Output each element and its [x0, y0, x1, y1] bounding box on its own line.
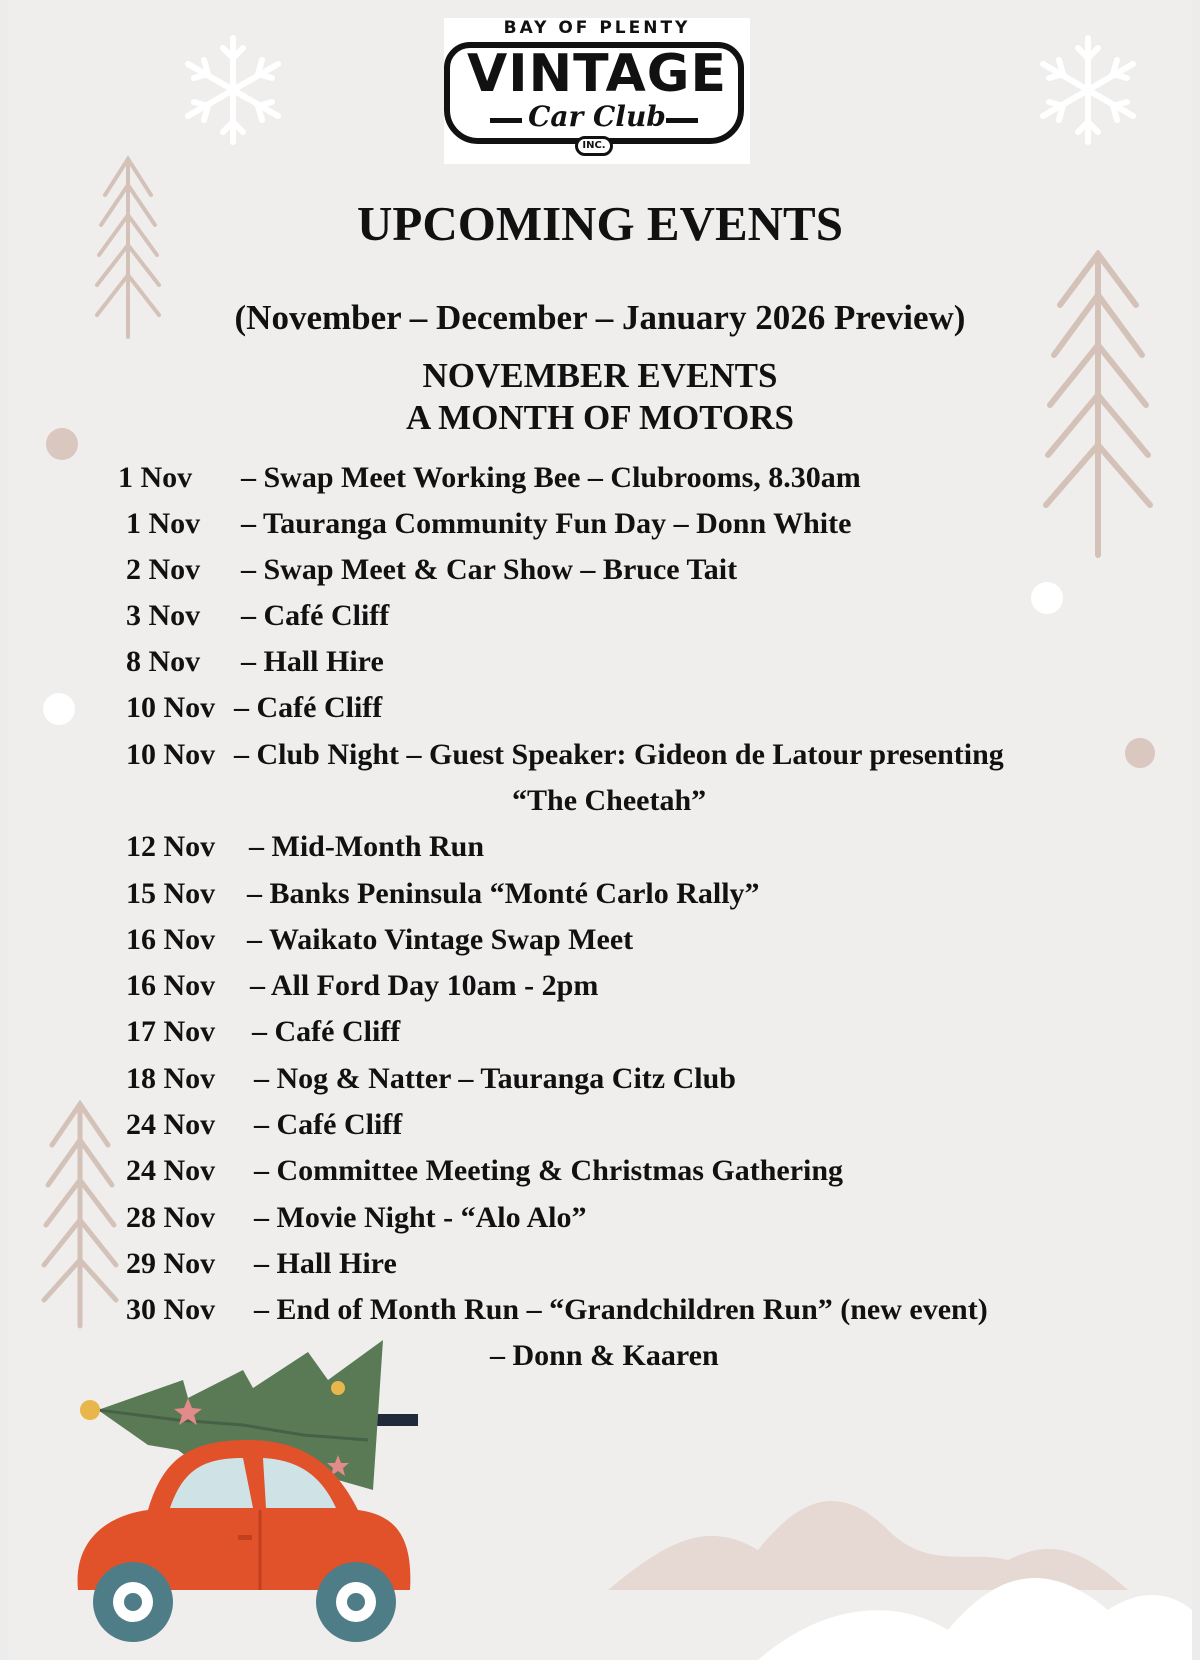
event-row — [126, 1061, 736, 1097]
logo-main-text: VINTAGE — [467, 44, 727, 104]
logo-region-text: BAY OF PLENTY — [503, 18, 691, 38]
event-date: 10 Nov — [126, 738, 216, 771]
event-text: – All Ford Day 10am - 2pm — [250, 969, 599, 1002]
event-text: – Café Cliff — [254, 1108, 403, 1141]
event-continuation: – Donn & Kaaren — [490, 1339, 719, 1372]
event-row — [126, 876, 760, 912]
event-text: – Banks Peninsula “Monté Carlo Rally” — [247, 877, 760, 910]
decor-dot — [1031, 582, 1063, 614]
event-row — [126, 598, 389, 634]
page-subtitle: (November – December – January 2026 Preview) — [234, 298, 966, 337]
event-date: 8 Nov — [126, 645, 201, 678]
decor-dot — [1125, 738, 1155, 768]
logo-script-text: Car Club — [528, 100, 666, 133]
event-date: 15 Nov — [126, 877, 216, 910]
event-date: 3 Nov — [126, 599, 201, 632]
event-row — [126, 1153, 843, 1189]
event-date: 24 Nov — [126, 1108, 216, 1141]
event-row — [118, 460, 861, 496]
event-text: – Nog & Natter – Tauranga Citz Club — [254, 1062, 736, 1095]
event-text: – End of Month Run – “Grandchildren Run” (new event) — [254, 1293, 988, 1326]
car-with-christmas-tree-icon — [38, 1340, 438, 1660]
event-text: – Hall Hire — [241, 645, 384, 678]
logo-inc-badge: INC. — [575, 136, 613, 156]
event-date: 17 Nov — [126, 1015, 216, 1048]
page-title: UPCOMING EVENTS — [357, 196, 843, 251]
event-text: – Club Night – Guest Speaker: Gideon de Latour presenting — [234, 738, 1004, 771]
snowy-hills-icon — [608, 1480, 1192, 1660]
snowflake-icon — [1033, 30, 1143, 150]
event-text: – Mid-Month Run — [249, 830, 485, 863]
event-row — [126, 552, 737, 588]
event-date: 24 Nov — [126, 1154, 216, 1187]
event-text: – Movie Night - “Alo Alo” — [254, 1201, 587, 1234]
event-date: 16 Nov — [126, 969, 216, 1002]
event-text: – Committee Meeting & Christmas Gathering — [254, 1154, 844, 1187]
event-row — [126, 644, 384, 680]
decor-dot — [43, 693, 75, 725]
event-row — [126, 1246, 397, 1282]
event-row — [126, 1014, 400, 1050]
event-row — [126, 829, 484, 865]
event-text: – Tauranga Community Fun Day – Donn White — [241, 507, 852, 540]
event-date: 1 Nov — [118, 461, 193, 494]
event-text: – Swap Meet Working Bee – Clubrooms, 8.30am — [241, 461, 861, 494]
event-text: – Café Cliff — [241, 599, 390, 632]
event-row — [126, 1200, 586, 1236]
section-subtitle: A MONTH OF MOTORS — [406, 398, 794, 437]
event-date: 1 Nov — [126, 507, 201, 540]
event-text: – Swap Meet & Car Show – Bruce Tait — [241, 553, 738, 586]
event-row — [126, 737, 1004, 773]
event-row — [126, 690, 382, 726]
event-row — [126, 506, 851, 542]
event-date: 2 Nov — [126, 553, 201, 586]
club-logo — [444, 18, 750, 164]
event-text: – Waikato Vintage Swap Meet — [247, 923, 634, 956]
event-row — [126, 1292, 988, 1328]
event-date: 28 Nov — [126, 1201, 216, 1234]
section-title: NOVEMBER EVENTS — [422, 356, 778, 395]
event-date: 16 Nov — [126, 923, 216, 956]
event-text: – Café Cliff — [252, 1015, 401, 1048]
events-flyer — [8, 0, 1192, 1660]
event-date: 12 Nov — [126, 830, 216, 863]
snowflake-icon — [178, 30, 288, 150]
event-date: 29 Nov — [126, 1247, 216, 1280]
event-row — [126, 922, 633, 958]
event-row — [126, 1107, 402, 1143]
event-row — [126, 968, 598, 1004]
event-continuation: “The Cheetah” — [512, 784, 707, 817]
tree-sketch-icon — [38, 1100, 123, 1330]
event-date: 18 Nov — [126, 1062, 216, 1095]
event-date: 10 Nov — [126, 691, 216, 724]
event-text: – Hall Hire — [254, 1247, 397, 1280]
event-text: – Café Cliff — [234, 691, 383, 724]
event-date: 30 Nov — [126, 1293, 216, 1326]
